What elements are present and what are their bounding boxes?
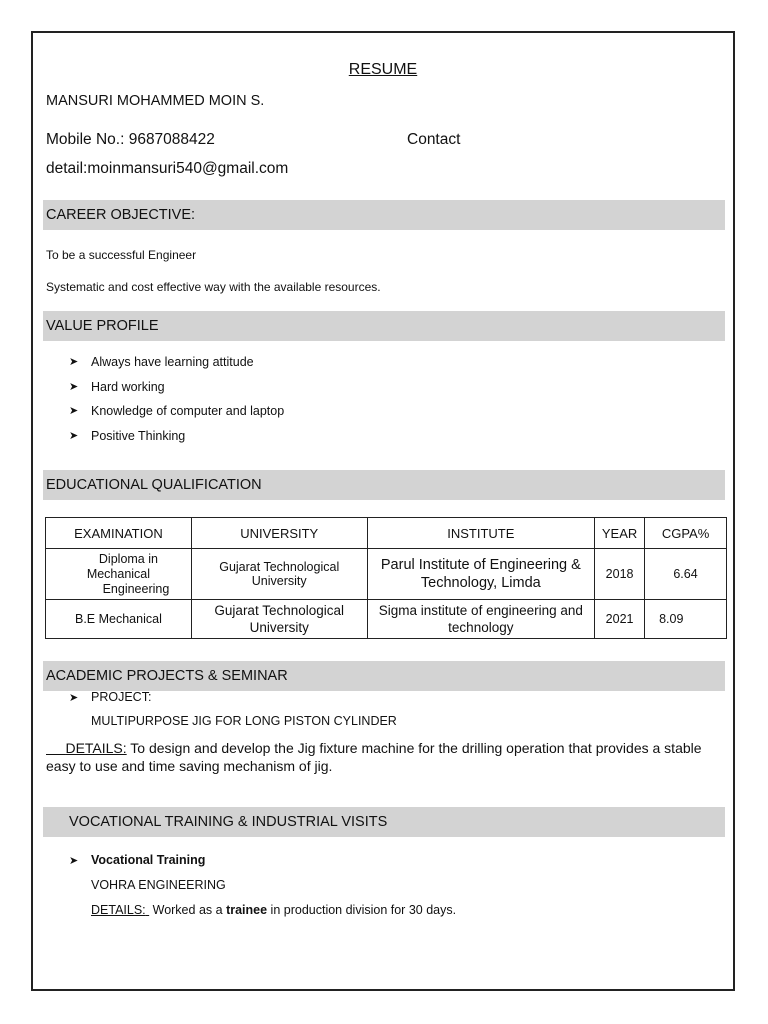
details-label: DETAILS: xyxy=(65,740,127,756)
contact-label: Contact xyxy=(407,131,461,148)
resume-page xyxy=(31,31,735,991)
list-item: ➤ Hard working xyxy=(69,378,284,403)
projects-heading: ACADEMIC PROJECTS & SEMINAR xyxy=(46,668,288,684)
arrow-bullet-icon: ➤ xyxy=(69,855,79,867)
value-profile-band xyxy=(43,311,725,341)
arrow-bullet-icon: ➤ xyxy=(69,405,79,417)
arrow-bullet-icon: ➤ xyxy=(69,429,79,442)
value-profile-list xyxy=(69,353,284,451)
career-objective-band xyxy=(43,200,725,230)
cgpa-cell: 6.64 xyxy=(645,549,727,600)
arrow-bullet-icon: ➤ xyxy=(69,692,79,704)
training-heading: VOCATIONAL TRAINING & INDUSTRIAL VISITS xyxy=(69,814,388,830)
cgpa-cell: 8.09 xyxy=(645,600,727,639)
exam-cell: B.E Mechanical xyxy=(46,600,192,639)
objective-line-2: Systematic and cost effective way with the available resources. xyxy=(46,280,381,294)
column-header-institute: INSTITUTE xyxy=(367,518,595,549)
career-objective-heading: CAREER OBJECTIVE: xyxy=(46,207,196,223)
candidate-name: MANSURI MOHAMMED MOIN S. xyxy=(46,93,265,109)
list-item: ➤ Knowledge of computer and laptop xyxy=(69,402,284,427)
mobile-number: Mobile No.: 9687088422 xyxy=(46,131,215,148)
education-band xyxy=(43,470,725,500)
column-header-cgpa: CGPA% xyxy=(645,518,727,549)
table-row xyxy=(46,549,727,600)
year-cell: 2021 xyxy=(595,600,645,639)
institute-cell: Sigma institute of engineering and technology xyxy=(367,600,595,639)
table-row xyxy=(46,600,727,639)
email-detail: detail:moinmansuri540@gmail.com xyxy=(46,160,289,177)
training-details: DETAILS: Worked as a trainee in production division for 30 days. xyxy=(91,903,457,917)
exam-cell: Diploma in Mechanical Engineering xyxy=(46,549,192,600)
project-bullet: ➤ PROJECT: xyxy=(69,690,152,704)
table-header-row xyxy=(46,518,727,549)
column-header-year: YEAR xyxy=(595,518,645,549)
training-details-label: DETAILS: xyxy=(91,903,146,917)
list-item: ➤ Positive Thinking xyxy=(69,427,284,452)
year-cell: 2018 xyxy=(595,549,645,600)
education-heading: EDUCATIONAL QUALIFICATION xyxy=(46,477,262,493)
resume-title: RESUME xyxy=(348,61,418,78)
project-details: DETAILS: To design and develop the Jig fixture machine for the drilling operation that provides a stable easy to use and time saving mechanism of jig. xyxy=(46,740,702,774)
column-header-university: UNIVERSITY xyxy=(191,518,367,549)
projects-band xyxy=(43,661,725,691)
arrow-bullet-icon: ➤ xyxy=(69,356,79,368)
arrow-bullet-icon: ➤ xyxy=(69,380,79,393)
education-table xyxy=(45,517,727,639)
value-profile-heading: VALUE PROFILE xyxy=(46,318,159,334)
project-title: MULTIPURPOSE JIG FOR LONG PISTON CYLINDER xyxy=(91,714,397,728)
institute-cell: Parul Institute of Engineering & Technology, Limda xyxy=(367,549,595,600)
training-band xyxy=(43,807,725,837)
university-cell: Gujarat Technological University xyxy=(191,600,367,639)
training-company: VOHRA ENGINEERING xyxy=(91,878,226,892)
column-header-examination: EXAMINATION xyxy=(46,518,192,549)
training-bullet: ➤ Vocational Training xyxy=(69,853,206,867)
list-item: ➤ Always have learning attitude xyxy=(69,353,284,378)
objective-line-1: To be a successful Engineer xyxy=(46,248,197,262)
university-cell: Gujarat Technological University xyxy=(191,549,367,600)
